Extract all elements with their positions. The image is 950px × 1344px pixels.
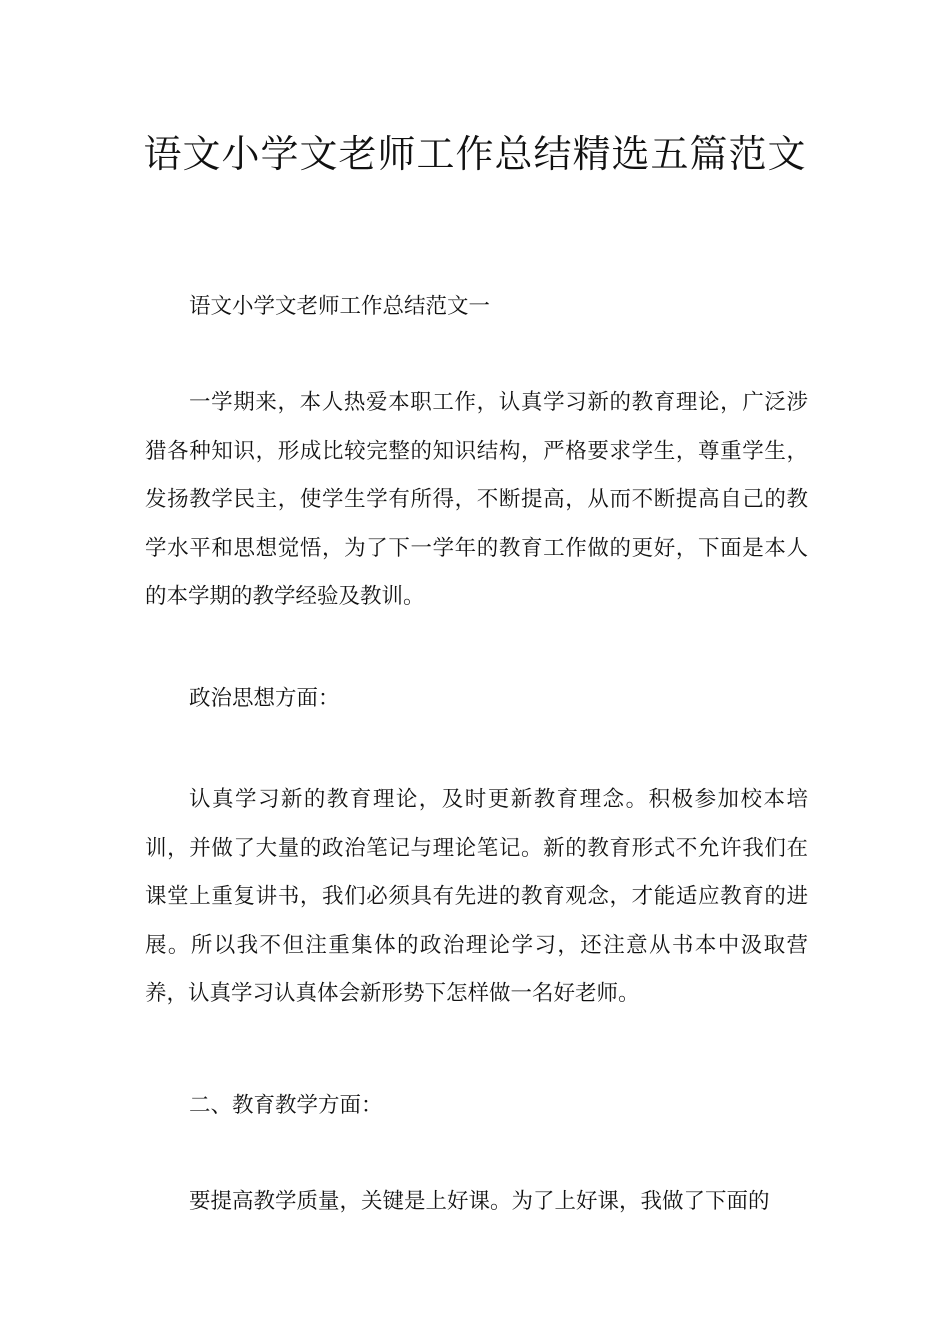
section-heading-sample-one: 语文小学文老师工作总结范文一 (189, 294, 491, 319)
section-heading-political: 政治思想方面： (189, 686, 340, 711)
body-paragraph-political: 认真学习新的教育理论，及时更新教育理念。积极参加校本培训，并做了大量的政治笔记与理论笔记。新的教育形式不允许我们在课堂上重复讲书，我们必须具有先进的教育观念，才能适应教育的进展。所以我不但注重集体的政治理论学习，还注意从书本中汲取营养，认真学习认真体会新形势下怎样做一名好老师。 (145, 787, 808, 1006)
body-paragraph-intro: 一学期来，本人热爱本职工作，认真学习新的教育理论，广泛涉猎各种知识，形成比较完整的知识结构，严格要求学生，尊重学生，发扬教学民主，使学生学有所得，不断提高，从而不断提高自己的教学水平和思想觉悟，为了下一学年的教育工作做的更好，下面是本人的本学期的教学经验及教训。 (145, 390, 808, 609)
section-heading-teaching: 二、教育教学方面： (189, 1093, 383, 1118)
body-paragraph-teaching: 要提高教学质量，关键是上好课。为了上好课，我做了下面的 (189, 1189, 770, 1214)
document-title: 语文小学文老师工作总结精选五篇范文 (143, 132, 807, 176)
